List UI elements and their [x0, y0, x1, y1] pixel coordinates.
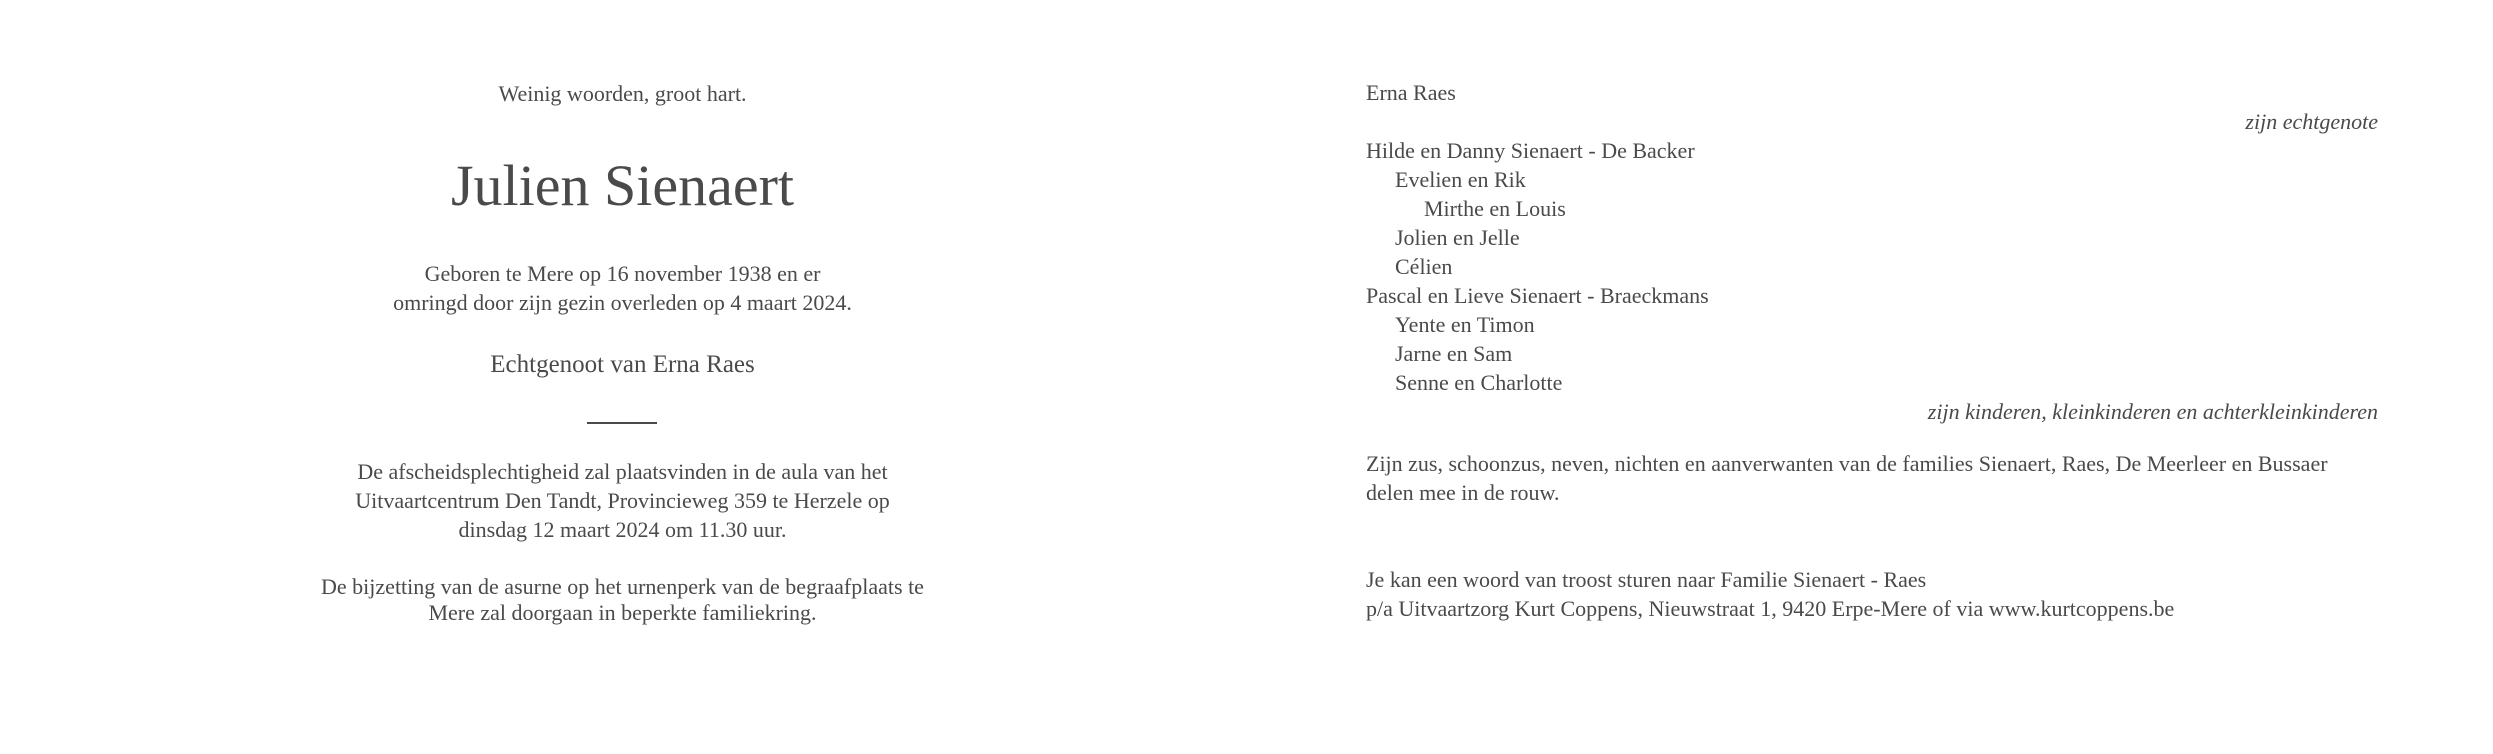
family-line: Jolien en Jelle — [1395, 225, 1520, 250]
wife-role: zijn echtgenote — [2245, 109, 2378, 134]
family-line: Hilde en Danny Sienaert - De Backer — [1366, 138, 1695, 163]
motto: Weinig woorden, groot hart. — [498, 81, 747, 106]
spouse-line: Echtgenoot van Erna Raes — [490, 351, 755, 378]
family-line: Jarne en Sam — [1395, 341, 1513, 366]
ceremony-line-3: dinsdag 12 maart 2024 om 11.30 uur. — [458, 517, 787, 542]
family-line: Célien — [1395, 254, 1453, 279]
divider — [587, 422, 657, 424]
family-line: Evelien en Rik — [1395, 167, 1526, 192]
ceremony-line-2: Uitvaartcentrum Den Tandt, Provincieweg 359 te Herzele op — [355, 488, 890, 513]
condolence-line-1: Je kan een woord van troost sturen naar Familie Sienaert - Raes — [1366, 567, 1927, 592]
birth-line-2: omringd door zijn gezin overleden op 4 maart 2024. — [393, 290, 852, 315]
family-line: Senne en Charlotte — [1395, 370, 1563, 395]
relatives-line-1: Zijn zus, schoonzus, neven, nichten en aanverwanten van de families Sienaert, Raes, De Meerleer en Bussaer — [1366, 451, 2328, 476]
family-line: Yente en Timon — [1395, 312, 1535, 337]
children-role: zijn kinderen, kleinkinderen en achterkleinkinderen — [1927, 399, 2378, 424]
burial-line-2: Mere zal doorgaan in beperkte familiekring. — [428, 600, 817, 625]
birth-line-1: Geboren te Mere op 16 november 1938 en er — [424, 261, 821, 286]
burial-line-1: De bijzetting van de asurne op het urnenperk van de begraafplaats te — [321, 574, 924, 599]
condolence-line-2: p/a Uitvaartzorg Kurt Coppens, Nieuwstraat 1, 9420 Erpe-Mere of via www.kurtcoppens.be — [1366, 596, 2175, 621]
ceremony-line-1: De afscheidsplechtigheid zal plaatsvinden in de aula van het — [357, 459, 888, 484]
deceased-name: Julien Sienaert — [450, 153, 795, 218]
wife-name: Erna Raes — [1366, 80, 1456, 105]
family-line: Mirthe en Louis — [1424, 196, 1566, 221]
relatives-line-2: delen mee in de rouw. — [1366, 480, 1560, 505]
family-line: Pascal en Lieve Sienaert - Braeckmans — [1366, 283, 1709, 308]
